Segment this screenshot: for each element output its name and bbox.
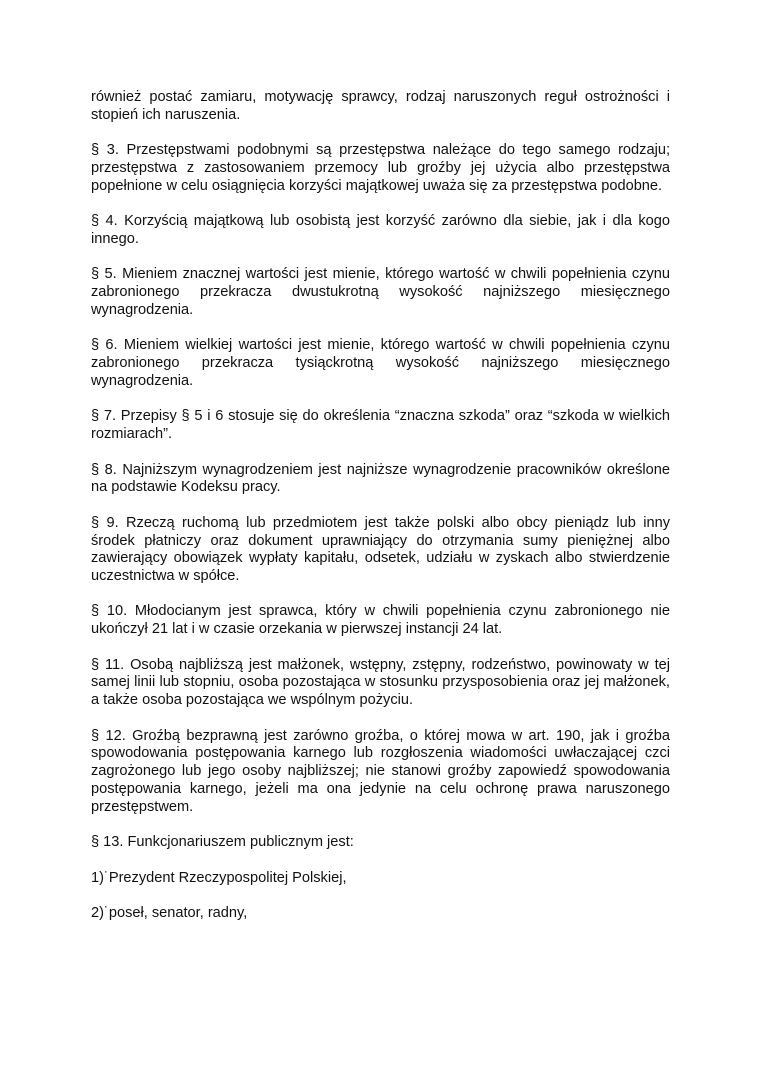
paragraph-section-6: § 6. Mieniem wielkiej wartości jest mienie, którego wartość w chwili popełnienia czynu zabronionego przekracza tysiąckrotną wysokość najniższego miesięcznego wynagrodzenia.: [91, 337, 670, 389]
paragraph-section-7: § 7. Przepisy § 5 i 6 stosuje się do określenia “znaczna szkoda” oraz “szkoda w wielkich rozmiarach”.: [91, 408, 670, 443]
paragraph-section-4: § 4. Korzyścią majątkową lub osobistą jest korzyść zarówno dla siebie, jak i dla kogo innego.: [91, 213, 670, 247]
paragraph-section-11: § 11. Osobą najbliższą jest małżonek, wstępny, zstępny, rodzeństwo, powinowaty w tej samej linii lub stopniu, osoba pozostająca w stosunku przysposobienia oraz jej małżonek, a także osoba pozostająca we wspólnym pożyciu.: [91, 656, 670, 709]
paragraph-section-3: § 3. Przestępstwami podobnymi są przestępstwa należące do tego samego rodzaju; przestępstwa z zastosowaniem przemocy lub groźby jej użycia albo przestępstwa popełnione w celu osiągnięcia korzyści majątkowej uważa się za przestępstwa podobne.: [91, 142, 670, 194]
list-item-2: 2)˙poseł, senator, radny,: [91, 905, 248, 922]
paragraph-section-9: § 9. Rzeczą ruchomą lub przedmiotem jest także polski albo obcy pieniądz lub inny środek płatniczy oraz dokument uprawniający do otrzymania sumy pieniężnej albo zawierający obowiązek wypłaty kapitału, odsetek, udziału w zyskach albo stwierdzenie uczestnictwa w spółce.: [91, 514, 670, 585]
paragraph-continuation: również postać zamiaru, motywację sprawcy, rodzaj naruszonych reguł ostrożności i stopień ich naruszenia.: [91, 89, 670, 123]
document-page: [91, 89, 670, 940]
paragraph-section-8: § 8. Najniższym wynagrodzeniem jest najniższe wynagrodzenie pracowników określone na podstawie Kodeksu pracy.: [91, 461, 670, 496]
paragraph-section-12: § 12. Groźbą bezprawną jest zarówno groźba, o której mowa w art. 190, jak i groźba spowodowania postępowania karnego lub rozgłoszenia wiadomości uwłaczającej czci zagrożonego lub jego osoby najbliższej; nie stanowi groźby zapowiedź spowodowania postępowania karnego, jeżeli ma ona jedynie na celu ochronę prawa naruszonego przestępstwem.: [91, 727, 670, 815]
list-item-1: 1)˙Prezydent Rzeczypospolitej Polskiej,: [91, 869, 347, 886]
paragraph-section-10: § 10. Młodocianym jest sprawca, który w chwili popełnienia czynu zabronionego nie ukończył 21 lat i w czasie orzekania w pierwszej instancji 24 lat.: [91, 603, 670, 638]
paragraph-section-5: § 5. Mieniem znacznej wartości jest mienie, którego wartość w chwili popełnienia czynu zabronionego przekracza dwustukrotną wysokość najniższego miesięcznego wynagrodzenia.: [91, 266, 670, 318]
paragraph-section-13: § 13. Funkcjonariuszem publicznym jest:: [91, 834, 354, 851]
